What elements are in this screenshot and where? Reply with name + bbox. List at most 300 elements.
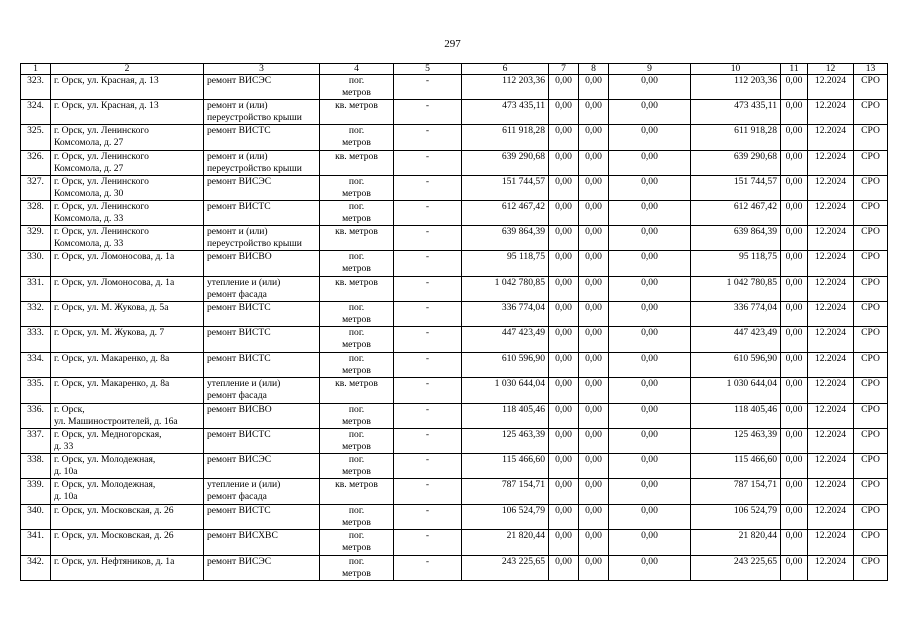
table-row: [21, 505, 888, 530]
address-cell-line: д. 33: [54, 441, 74, 452]
fund-cell: 0,00: [609, 327, 691, 353]
fund-cell: 0,00: [549, 201, 579, 226]
unit-cell-line: пог.: [348, 75, 365, 86]
work-type-cell: [204, 454, 320, 479]
unit-cell: [320, 454, 394, 479]
cost-cell: 787 154,71: [462, 479, 549, 505]
work-type-cell: [204, 75, 320, 100]
fund-cell: 0,00: [579, 556, 609, 581]
unit-cell-line: метров: [342, 441, 371, 452]
work-type-cell-line: переустройство крыши: [207, 163, 302, 174]
fund-cell: 0,00: [579, 226, 609, 251]
work-type-cell-line: переустройство крыши: [207, 238, 302, 249]
total-cell: 787 154,71: [691, 479, 781, 505]
work-type-cell: [204, 125, 320, 151]
unit-cell: [320, 125, 394, 151]
volume-cell: -: [394, 404, 462, 429]
fund-cell: 0,00: [781, 530, 808, 556]
unit-cell-line: метров: [342, 365, 371, 376]
row-number: 331.: [21, 277, 51, 302]
source-cell: СРО: [854, 125, 888, 151]
table-row: [21, 100, 888, 125]
cost-cell: 612 467,42: [462, 201, 549, 226]
header-cell: 9: [609, 64, 691, 75]
header-cell: 13: [854, 64, 888, 75]
fund-cell: 0,00: [579, 100, 609, 125]
address-cell-line: г. Орск, ул. Молодежная,: [54, 454, 156, 465]
address-cell: [51, 429, 204, 454]
work-type-cell-line: ремонт ВИСЭС: [207, 556, 272, 567]
table-row: [21, 404, 888, 429]
work-type-cell-line: ремонт ВИСВО: [207, 404, 272, 415]
work-type-cell: [204, 201, 320, 226]
address-cell-line: г. Орск, ул. Красная, д. 13: [54, 75, 159, 86]
fund-cell: 0,00: [609, 404, 691, 429]
volume-cell: -: [394, 556, 462, 581]
unit-cell: [320, 302, 394, 327]
cost-cell: 151 744,57: [462, 176, 549, 201]
volume-cell: -: [394, 353, 462, 378]
volume-cell: -: [394, 454, 462, 479]
address-cell-line: г. Орск, ул. Московская, д. 26: [54, 505, 174, 516]
address-cell-line: Комсомола, д. 30: [54, 188, 124, 199]
unit-cell: [320, 277, 394, 302]
date-cell: 12.2024: [808, 479, 854, 505]
unit-cell-line: метров: [342, 137, 371, 148]
header-cell: 12: [808, 64, 854, 75]
address-cell: [51, 151, 204, 176]
header-cell: 6: [462, 64, 549, 75]
total-cell: 473 435,11: [691, 100, 781, 125]
fund-cell: 0,00: [579, 75, 609, 100]
work-type-cell-line: ремонт ВИСЭС: [207, 454, 272, 465]
unit-cell: [320, 556, 394, 581]
cost-cell: 611 918,28: [462, 125, 549, 151]
unit-cell-line: метров: [342, 188, 371, 199]
address-cell-line: г. Орск, ул. Ленинского: [54, 125, 149, 136]
cost-cell: 447 423,49: [462, 327, 549, 353]
address-cell-line: г. Орск, ул. Ломоносова, д. 1а: [54, 251, 175, 262]
work-type-cell-line: утепление и (или): [207, 277, 281, 288]
unit-cell: [320, 353, 394, 378]
cost-cell: 95 118,75: [462, 251, 549, 277]
cost-cell: 115 466,60: [462, 454, 549, 479]
total-cell: 151 744,57: [691, 176, 781, 201]
table-row: [21, 479, 888, 505]
unit-cell-line: метров: [342, 213, 371, 224]
address-cell-line: г. Орск, ул. Ленинского: [54, 151, 149, 162]
header-cell: 1: [21, 64, 51, 75]
work-type-cell: [204, 302, 320, 327]
fund-cell: 0,00: [609, 151, 691, 176]
address-cell-line: г. Орск, ул. Макаренко, д. 8а: [54, 353, 170, 364]
date-cell: 12.2024: [808, 151, 854, 176]
date-cell: 12.2024: [808, 556, 854, 581]
fund-cell: 0,00: [549, 151, 579, 176]
fund-cell: 0,00: [609, 454, 691, 479]
table-row: [21, 226, 888, 251]
row-number: 334.: [21, 353, 51, 378]
work-type-cell: [204, 353, 320, 378]
cost-cell: 610 596,90: [462, 353, 549, 378]
date-cell: 12.2024: [808, 75, 854, 100]
work-type-cell-line: ремонт ВИСВО: [207, 251, 272, 262]
total-cell: 106 524,79: [691, 505, 781, 530]
date-cell: 12.2024: [808, 277, 854, 302]
fund-cell: 0,00: [781, 125, 808, 151]
work-type-cell-line: ремонт ВИСЭС: [207, 75, 272, 86]
address-cell-line: г. Орск, ул. Нефтяников, д. 1а: [54, 556, 175, 567]
unit-cell: [320, 530, 394, 556]
fund-cell: 0,00: [549, 378, 579, 404]
address-cell-line: Комсомола, д. 33: [54, 238, 124, 249]
address-cell: [51, 556, 204, 581]
work-type-cell-line: ремонт ВИСТС: [207, 201, 271, 212]
work-type-cell: [204, 404, 320, 429]
fund-cell: 0,00: [549, 353, 579, 378]
source-cell: СРО: [854, 100, 888, 125]
fund-cell: 0,00: [781, 302, 808, 327]
total-cell: 115 466,60: [691, 454, 781, 479]
cost-cell: 243 225,65: [462, 556, 549, 581]
fund-cell: 0,00: [579, 353, 609, 378]
volume-cell: -: [394, 151, 462, 176]
total-cell: 612 467,42: [691, 201, 781, 226]
date-cell: 12.2024: [808, 201, 854, 226]
unit-cell-line: пог.: [348, 530, 365, 541]
fund-cell: 0,00: [549, 429, 579, 454]
fund-cell: 0,00: [609, 100, 691, 125]
source-cell: СРО: [854, 505, 888, 530]
table-row: [21, 353, 888, 378]
work-type-cell: [204, 505, 320, 530]
row-number: 328.: [21, 201, 51, 226]
work-type-cell-line: ремонт ВИСТС: [207, 505, 271, 516]
unit-cell: [320, 201, 394, 226]
date-cell: 12.2024: [808, 226, 854, 251]
unit-cell-line: метров: [342, 339, 371, 350]
fund-cell: 0,00: [781, 151, 808, 176]
fund-cell: 0,00: [609, 556, 691, 581]
address-cell: [51, 353, 204, 378]
address-cell-line: д. 10а: [54, 466, 78, 477]
volume-cell: -: [394, 479, 462, 505]
source-cell: СРО: [854, 176, 888, 201]
fund-cell: 0,00: [781, 251, 808, 277]
unit-cell-line: пог.: [348, 429, 365, 440]
fund-cell: 0,00: [781, 353, 808, 378]
total-cell: 95 118,75: [691, 251, 781, 277]
volume-cell: -: [394, 327, 462, 353]
work-type-cell-line: ремонт ВИСТС: [207, 125, 271, 136]
row-number: 327.: [21, 176, 51, 201]
header-cell: 11: [781, 64, 808, 75]
work-type-cell-line: ремонт фасада: [207, 491, 267, 502]
unit-cell: [320, 429, 394, 454]
total-cell: 1 030 644,04: [691, 378, 781, 404]
unit-cell-line: пог.: [348, 125, 365, 136]
source-cell: СРО: [854, 429, 888, 454]
unit-cell-line: пог.: [348, 251, 365, 262]
total-cell: 639 864,39: [691, 226, 781, 251]
source-cell: СРО: [854, 302, 888, 327]
fund-cell: 0,00: [781, 378, 808, 404]
unit-cell: [320, 151, 394, 176]
row-number: 335.: [21, 378, 51, 404]
header-row: [21, 64, 888, 75]
fund-cell: 0,00: [781, 75, 808, 100]
cost-cell: 639 290,68: [462, 151, 549, 176]
table-row: [21, 125, 888, 151]
fund-cell: 0,00: [781, 556, 808, 581]
work-type-cell: [204, 176, 320, 201]
volume-cell: -: [394, 226, 462, 251]
source-cell: СРО: [854, 151, 888, 176]
work-type-cell-line: утепление и (или): [207, 479, 281, 490]
volume-cell: -: [394, 75, 462, 100]
row-number: 337.: [21, 429, 51, 454]
unit-cell: [320, 479, 394, 505]
cost-cell: 639 864,39: [462, 226, 549, 251]
row-number: 326.: [21, 151, 51, 176]
fund-cell: 0,00: [609, 353, 691, 378]
work-type-cell-line: переустройство крыши: [207, 112, 302, 123]
unit-cell-line: кв. метров: [335, 226, 378, 237]
date-cell: 12.2024: [808, 353, 854, 378]
page-number: 297: [444, 38, 461, 50]
date-cell: 12.2024: [808, 404, 854, 429]
fund-cell: 0,00: [781, 277, 808, 302]
unit-cell-line: метров: [342, 263, 371, 274]
header-cell: 10: [691, 64, 781, 75]
fund-cell: 0,00: [579, 277, 609, 302]
row-number: 338.: [21, 454, 51, 479]
total-cell: 112 203,36: [691, 75, 781, 100]
work-type-cell: [204, 327, 320, 353]
source-cell: СРО: [854, 226, 888, 251]
total-cell: 447 423,49: [691, 327, 781, 353]
cost-cell: 106 524,79: [462, 505, 549, 530]
unit-cell: [320, 75, 394, 100]
fund-cell: 0,00: [609, 201, 691, 226]
volume-cell: -: [394, 100, 462, 125]
fund-cell: 0,00: [549, 327, 579, 353]
date-cell: 12.2024: [808, 302, 854, 327]
address-cell-line: Комсомола, д. 27: [54, 163, 124, 174]
fund-cell: 0,00: [609, 277, 691, 302]
table-row: [21, 327, 888, 353]
work-type-cell-line: ремонт ВИСТС: [207, 353, 271, 364]
volume-cell: -: [394, 251, 462, 277]
work-type-cell-line: ремонт и (или): [207, 226, 268, 237]
total-cell: 639 290,68: [691, 151, 781, 176]
volume-cell: -: [394, 125, 462, 151]
date-cell: 12.2024: [808, 530, 854, 556]
unit-cell-line: метров: [342, 87, 371, 98]
unit-cell: [320, 100, 394, 125]
cost-cell: 125 463,39: [462, 429, 549, 454]
unit-cell-line: пог.: [348, 302, 365, 313]
unit-cell-line: кв. метров: [335, 378, 378, 389]
volume-cell: -: [394, 429, 462, 454]
address-cell: [51, 530, 204, 556]
address-cell-line: г. Орск,: [54, 404, 85, 415]
work-type-cell: [204, 251, 320, 277]
fund-cell: 0,00: [781, 454, 808, 479]
source-cell: СРО: [854, 479, 888, 505]
work-type-cell-line: ремонт фасада: [207, 289, 267, 300]
fund-cell: 0,00: [549, 505, 579, 530]
cost-cell: 21 820,44: [462, 530, 549, 556]
fund-cell: 0,00: [579, 378, 609, 404]
source-cell: СРО: [854, 201, 888, 226]
volume-cell: -: [394, 530, 462, 556]
work-type-cell-line: ремонт и (или): [207, 100, 268, 111]
volume-cell: -: [394, 505, 462, 530]
source-cell: СРО: [854, 530, 888, 556]
fund-cell: 0,00: [579, 302, 609, 327]
work-type-cell-line: ремонт ВИСТС: [207, 429, 271, 440]
address-cell: [51, 201, 204, 226]
total-cell: 21 820,44: [691, 530, 781, 556]
work-type-cell: [204, 429, 320, 454]
fund-cell: 0,00: [549, 75, 579, 100]
date-cell: 12.2024: [808, 100, 854, 125]
unit-cell-line: пог.: [348, 353, 365, 364]
date-cell: 12.2024: [808, 251, 854, 277]
address-cell-line: г. Орск, ул. Макаренко, д. 8а: [54, 378, 170, 389]
fund-cell: 0,00: [579, 429, 609, 454]
table-body: [21, 75, 888, 581]
unit-cell: [320, 251, 394, 277]
header-cell: 4: [320, 64, 394, 75]
volume-cell: -: [394, 302, 462, 327]
volume-cell: -: [394, 378, 462, 404]
fund-cell: 0,00: [609, 75, 691, 100]
unit-cell-line: метров: [342, 416, 371, 427]
address-cell: [51, 479, 204, 505]
total-cell: 336 774,04: [691, 302, 781, 327]
work-type-cell-line: ремонт ВИСЭС: [207, 176, 272, 187]
address-cell-line: Комсомола, д. 33: [54, 213, 124, 224]
table-row: [21, 151, 888, 176]
address-cell-line: г. Орск, ул. Ленинского: [54, 201, 149, 212]
unit-cell: [320, 378, 394, 404]
header-cell: 5: [394, 64, 462, 75]
unit-cell: [320, 404, 394, 429]
fund-cell: 0,00: [781, 505, 808, 530]
address-cell-line: г. Орск, ул. Московская, д. 26: [54, 530, 174, 541]
source-cell: СРО: [854, 353, 888, 378]
source-cell: СРО: [854, 378, 888, 404]
table-row: [21, 201, 888, 226]
table-row: [21, 176, 888, 201]
unit-cell: [320, 226, 394, 251]
date-cell: 12.2024: [808, 327, 854, 353]
fund-cell: 0,00: [549, 556, 579, 581]
unit-cell-line: пог.: [348, 454, 365, 465]
source-cell: СРО: [854, 251, 888, 277]
fund-cell: 0,00: [549, 302, 579, 327]
date-cell: 12.2024: [808, 429, 854, 454]
fund-cell: 0,00: [609, 125, 691, 151]
work-type-cell-line: ремонт и (или): [207, 151, 268, 162]
address-cell: [51, 251, 204, 277]
source-cell: СРО: [854, 75, 888, 100]
fund-cell: 0,00: [781, 176, 808, 201]
row-number: 325.: [21, 125, 51, 151]
date-cell: 12.2024: [808, 505, 854, 530]
fund-cell: 0,00: [781, 327, 808, 353]
work-type-cell: [204, 100, 320, 125]
unit-cell-line: метров: [342, 542, 371, 553]
date-cell: 12.2024: [808, 378, 854, 404]
table-row: [21, 454, 888, 479]
table-row: [21, 530, 888, 556]
address-cell-line: г. Орск, ул. Ленинского: [54, 176, 149, 187]
unit-cell-line: пог.: [348, 505, 365, 516]
address-cell-line: г. Орск, ул. Ломоносова, д. 1а: [54, 277, 175, 288]
unit-cell-line: метров: [342, 517, 371, 528]
header-cell: 3: [204, 64, 320, 75]
fund-cell: 0,00: [579, 454, 609, 479]
source-cell: СРО: [854, 277, 888, 302]
fund-cell: 0,00: [609, 176, 691, 201]
work-type-cell: [204, 277, 320, 302]
address-cell-line: г. Орск, ул. Медногорская,: [54, 429, 162, 440]
fund-cell: 0,00: [549, 530, 579, 556]
table-row: [21, 378, 888, 404]
work-type-cell-line: ремонт ВИСТС: [207, 327, 271, 338]
work-type-cell-line: ремонт ВИСТС: [207, 302, 271, 313]
header-cell: 2: [51, 64, 204, 75]
unit-cell-line: пог.: [348, 201, 365, 212]
row-number: 332.: [21, 302, 51, 327]
total-cell: 243 225,65: [691, 556, 781, 581]
fund-cell: 0,00: [609, 505, 691, 530]
work-type-cell-line: ремонт ВИСХВС: [207, 530, 278, 541]
date-cell: 12.2024: [808, 454, 854, 479]
unit-cell: [320, 505, 394, 530]
fund-cell: 0,00: [781, 404, 808, 429]
address-cell: [51, 505, 204, 530]
fund-cell: 0,00: [549, 277, 579, 302]
fund-cell: 0,00: [549, 125, 579, 151]
row-number: 336.: [21, 404, 51, 429]
work-type-cell-line: утепление и (или): [207, 378, 281, 389]
cost-cell: 336 774,04: [462, 302, 549, 327]
fund-cell: 0,00: [781, 226, 808, 251]
work-type-cell: [204, 378, 320, 404]
fund-cell: 0,00: [549, 251, 579, 277]
unit-cell: [320, 327, 394, 353]
address-cell: [51, 100, 204, 125]
cost-cell: 112 203,36: [462, 75, 549, 100]
fund-cell: 0,00: [579, 251, 609, 277]
date-cell: 12.2024: [808, 125, 854, 151]
fund-cell: 0,00: [579, 201, 609, 226]
unit-cell-line: метров: [342, 568, 371, 579]
unit-cell-line: пог.: [348, 556, 365, 567]
fund-cell: 0,00: [549, 176, 579, 201]
fund-cell: 0,00: [609, 378, 691, 404]
unit-cell-line: кв. метров: [335, 100, 378, 111]
table-row: [21, 429, 888, 454]
fund-cell: 0,00: [549, 404, 579, 429]
address-cell-line: д. 10а: [54, 491, 78, 502]
work-type-cell-line: ремонт фасада: [207, 390, 267, 401]
total-cell: 610 596,90: [691, 353, 781, 378]
